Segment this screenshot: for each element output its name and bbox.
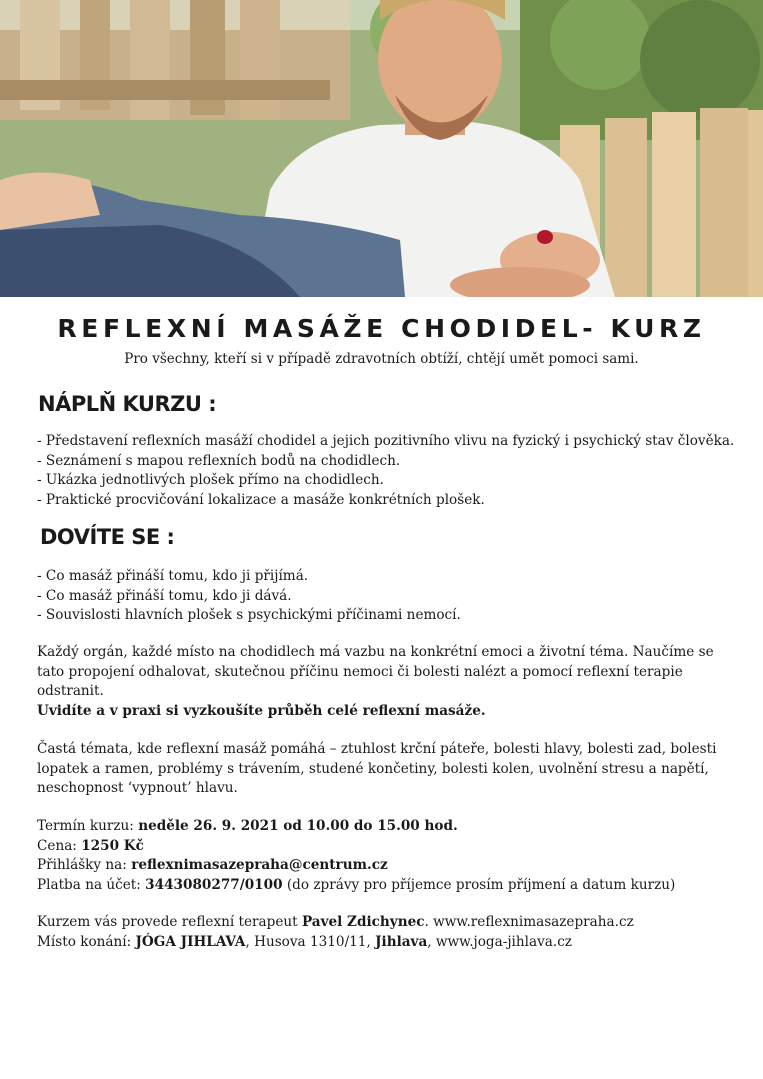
signup-line [37, 856, 737, 876]
guide-line [37, 913, 737, 933]
you-learn-list [37, 567, 461, 626]
course-content-list [37, 432, 734, 510]
section-heading-course-content: NÁPLŇ KURZU : [38, 392, 217, 416]
price-label: Cena: [37, 837, 82, 854]
place-line [37, 933, 737, 953]
list-item: - Souvislosti hlavních plošek s psychickými příčinami nemocí. [37, 607, 461, 623]
signup-email[interactable]: reflexnimasazepraha@centrum.cz [131, 857, 388, 873]
payment-line [37, 876, 737, 896]
intro-paragraph: Každý orgán, každé místo na chodidlech má vazbu na konkrétní emoci a životní téma. Naučíme se tato propojení odhalovat, skutečnou příčinu nemoci či bolesti nalézt a pomocí reflexní terapie odstranit. [37, 644, 714, 699]
term-line [37, 817, 737, 837]
list-item: - Ukázka jednotlivých plošek přímo na chodidlech. [37, 472, 384, 488]
place-name: JÓGA JIHLAVA [135, 933, 246, 950]
term-label: Termín kurzu: [37, 818, 139, 834]
term-value: neděle 26. 9. 2021 od 10.00 do 15.00 hod. [138, 818, 458, 834]
place-city: Jihlava [375, 933, 428, 950]
payment-label: Platba na účet: [37, 876, 146, 893]
price-value: 1250 Kč [81, 837, 144, 854]
page-title: REFLEXNÍ MASÁŽE CHODIDEL- KURZ [57, 314, 706, 343]
list-item: - Seznámení s mapou reflexních bodů na chodidlech. [37, 452, 401, 469]
highlight-paragraph: Uvidíte a v praxi si vyzkoušíte průběh celé reflexní masáže. [37, 703, 486, 719]
list-item: - Praktické procvičování lokalizace a masáže konkrétních plošek. [37, 491, 485, 508]
section-heading-you-learn: DOVÍTE SE : [40, 525, 175, 549]
guide-website[interactable]: . www.reflexnimasazepraha.cz [424, 914, 634, 930]
hero-photo [0, 0, 763, 297]
place-website[interactable]: , www.joga-jihlava.cz [427, 933, 572, 950]
list-item: - Co masáž přináší tomu, kdo ji dává. [37, 587, 292, 604]
guide-prefix: Kurzem vás provede reflexní terapeut [37, 914, 302, 930]
payment-account: 3443080277/0100 [145, 876, 283, 893]
footer-info [37, 913, 737, 952]
course-info [37, 817, 737, 895]
list-item: - Co masáž přináší tomu, kdo ji přijímá. [37, 568, 309, 584]
list-item: - Představení reflexních masáží chodidel a jejich pozitivního vlivu na fyzický i psychický stav člověka. [37, 433, 735, 449]
guide-name: Pavel Zdichynec [301, 914, 425, 930]
signup-label: Přihlášky na: [37, 857, 132, 873]
price-line [37, 837, 737, 857]
subtitle: Pro všechny, kteří si v případě zdravotních obtíží, chtějí umět pomoci sami. [124, 351, 639, 367]
place-prefix: Místo konání: [37, 933, 136, 950]
place-address: , Husova 1310/11, [245, 933, 376, 950]
payment-note: (do zprávy pro příjemce prosím příjmení a datum kurzu) [282, 876, 676, 893]
topics-paragraph: Častá témata, kde reflexní masáž pomáhá – ztuhlost krční páteře, bolesti hlavy, bolesti zad, bolesti lopatek a ramen, problémy s trávením, studené končetiny, bolesti kolen, uvolnění stresu a napětí, neschopnost ‘vypnout’ hlavu. [37, 741, 717, 796]
